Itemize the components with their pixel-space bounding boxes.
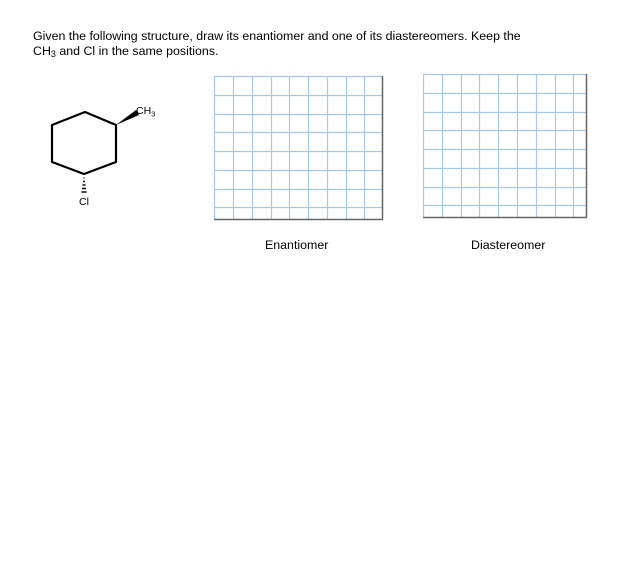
instructions-line-1: Given the following structure, draw its enantiomer and one of its diastereomers. Keep the	[33, 29, 521, 43]
subscript-3: 3	[50, 48, 56, 59]
diastereomer-label: Diastereomer	[471, 238, 546, 252]
chlorine-label: Cl	[79, 196, 89, 208]
enantiomer-label: Enantiomer	[265, 238, 329, 252]
instructions-rest: and Cl in the same positions.	[55, 43, 219, 58]
methyl-label: $CH_3$	[136, 105, 156, 119]
ch-text: CH	[33, 43, 51, 58]
